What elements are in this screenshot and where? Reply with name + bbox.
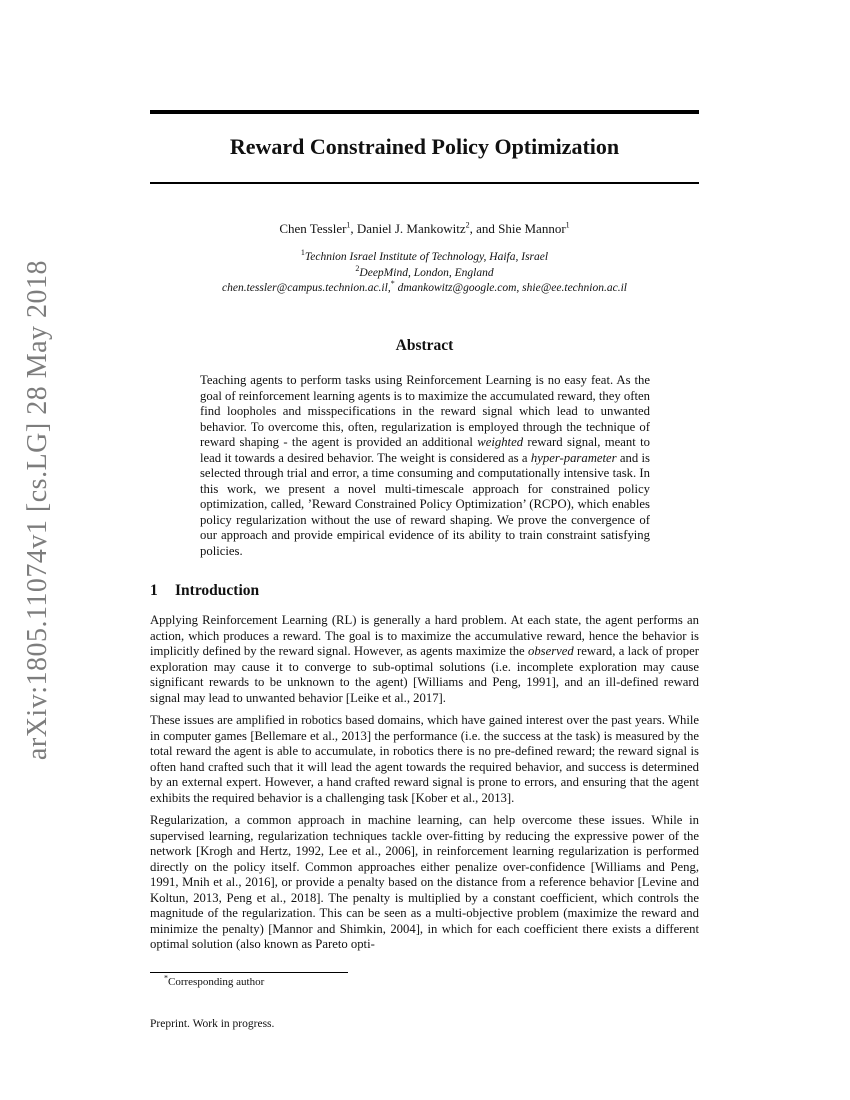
email-address: dmankowitz@google.com, shie@ee.technion.ac.il xyxy=(394,282,627,294)
title-top-rule xyxy=(150,110,699,114)
paragraph-text: reward, a lack of proper exploration may cause it to converge to sub-optimal solutions (i.e. incomplete exploration may cause significant rewards to be unknown to the agent) [Williams and Peng, 1991], and an ill-defined reward signal may lead to unwanted behavior [Leike et al., 2017]. xyxy=(150,644,699,705)
affiliation-text: DeepMind, London, England xyxy=(359,266,494,279)
affiliation-text: Technion Israel Institute of Technology, Haifa, Israel xyxy=(304,251,549,263)
abstract-text-segment: Teaching agents to perform tasks using Reinforcement Learning is no easy feat. As the goal of reinforcement learning agents is to maximize the accumulated reward, they often find loopholes and misspecifications in the reward signal which lead to unwanted behavior. To overcome this, often, regularization is employed through the technique of reward shaping - the agent is provided an additional xyxy=(200,373,650,449)
author-separator: , xyxy=(350,221,357,236)
email-address: chen.tessler@campus.technion.ac.il, xyxy=(222,282,391,294)
title-bottom-rule xyxy=(150,182,699,184)
footnote-text: Corresponding author xyxy=(168,976,265,988)
paper-title: Reward Constrained Policy Optimization xyxy=(229,134,620,159)
preprint-note: Preprint. Work in progress. xyxy=(150,1018,275,1030)
paragraph-emphasis: observed xyxy=(527,644,574,658)
abstract-text-segment: reward signal, meant to lead it towards a desired behavior. The weight is considered as a xyxy=(200,435,650,465)
abstract-text xyxy=(200,373,650,559)
affiliation-line xyxy=(150,250,699,266)
affiliation-line xyxy=(150,263,699,282)
arxiv-identifier: arXiv:1805.11074v1 [cs.LG] 28 May 2018 xyxy=(22,259,53,761)
email-line xyxy=(150,281,699,297)
paragraph: These issues are amplified in robotics based domains, which have gained interest over the past years. While in computer games [Bellemare et al., 2013] the performance (i.e. the success at the task) is measured by the total reward the agent is able to accumulate, in robotics there is no pre-defined reward; the reward signal is often hand crafted such that it will lead the agent towards the required behavior, and success is determined by an external expert. However, a hand crafted reward signal is prone to errors, and ensuring that the agent exhibits the required behavior is a challenging task [Kober et al., 2013]. xyxy=(150,713,699,805)
paragraph-text: Applying Reinforcement Learning (RL) is generally a hard problem. At each state, the agent performs an action, which produces a reward. The goal is to maximize the accumulative reward, hence the behavior is implicitly defined by the reward signal. However, as agents maximize the xyxy=(150,613,699,658)
affiliation-mark: 1 xyxy=(346,220,351,230)
author-list xyxy=(150,221,699,237)
section-number: 1 xyxy=(150,582,158,599)
author-name: Daniel J. Mankowitz xyxy=(356,221,466,236)
affiliation-mark: 2 xyxy=(355,263,360,273)
body-text xyxy=(150,613,699,960)
footnote-rule xyxy=(150,972,348,973)
abstract-emphasis: hyper-parameter xyxy=(530,450,617,465)
section-heading xyxy=(150,582,259,600)
author-name: Shie Mannor xyxy=(498,221,566,236)
affiliation-mark: 2 xyxy=(465,220,470,230)
abstract-text-segment: and is selected through trial and error, a time consuming and computationally intensive task. In this work, we present a novel multi-timescale approach for constrained policy optimization, called, ’Reward Constrained Policy Optimization’ (RCPO), which enables policy regularization without the use of reward shaping. We prove the convergence of our approach and provide empirical evidence of its ability to train constraint satisfying policies. xyxy=(200,450,650,558)
footnote-mark: * xyxy=(164,973,168,983)
author-separator: , and xyxy=(469,221,499,236)
author-name: Chen Tessler xyxy=(279,221,347,236)
section-title: Introduction xyxy=(175,582,260,599)
abstract-emphasis: weighted xyxy=(477,435,524,449)
footnote xyxy=(164,973,265,988)
affiliations xyxy=(150,250,699,297)
paragraph xyxy=(150,613,699,706)
affiliation-mark: 1 xyxy=(300,248,305,258)
abstract-heading: Abstract xyxy=(395,337,454,354)
affiliation-mark: 1 xyxy=(565,220,570,230)
paragraph: Regularization, a common approach in machine learning, can help overcome these issues. While in supervised learning, regularization techniques tackle over-fitting by reducing the expressive power of the network [Krogh and Hertz, 1992, Lee et al., 2006], in reinforcement learning regularization is performed directly on the policy itself. Common approaches either penalize over-confidence [Williams and Peng, 1991, Mnih et al., 2016], or provide a penalty based on the distance from a reference behavior [Levine and Koltun, 2013, Peng et al., 2018]. The penalty is multiplied by a constant coefficient, which controls the magnitude of the regularization. This can be seen as a multi-objective problem (maximize the reward and minimize the penalty) [Mannor and Shimkin, 2004], in which for each coefficient there exists a different optimal solution (also known as Pareto opti- xyxy=(150,813,699,951)
corresponding-mark: * xyxy=(390,279,395,289)
